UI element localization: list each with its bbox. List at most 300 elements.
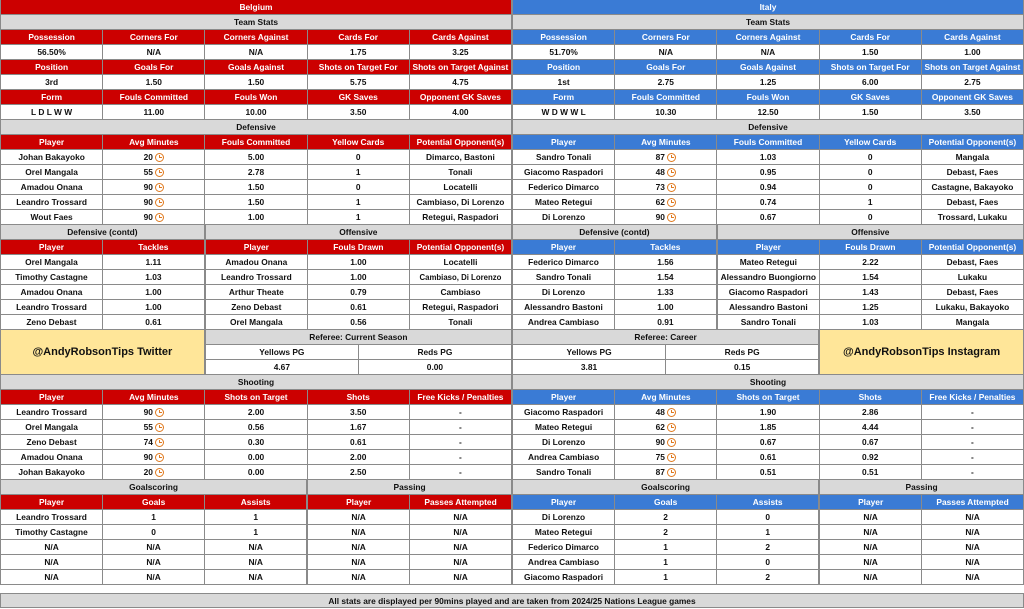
shooting-cell <box>615 465 717 479</box>
twitter-promo: @AndyRobsonTips Twitter <box>0 330 205 375</box>
team-stat-value: 6.00 <box>820 75 922 89</box>
table-row <box>717 270 1024 285</box>
defensive-cell <box>103 210 205 224</box>
team-stat-label: Goals Against <box>205 60 307 74</box>
goalscoring-table <box>512 480 819 585</box>
defensive-cell <box>103 195 205 209</box>
table-row <box>512 405 1024 420</box>
shooting-cell: 0.00 <box>205 465 307 479</box>
goalscoring-cell: 0 <box>717 510 819 524</box>
shooting-cell <box>103 435 205 449</box>
table-row <box>0 420 512 435</box>
avg-minutes-value <box>656 467 676 477</box>
team-stat-value: 10.30 <box>615 105 717 119</box>
defensive-contd-title: Defensive (contd) <box>0 225 205 239</box>
goalscoring-cell: 1 <box>615 540 717 554</box>
stopwatch-icon <box>155 153 164 162</box>
goalscoring-cell: 1 <box>103 510 205 524</box>
stopwatch-icon <box>667 468 676 477</box>
defensive-cell: 5.00 <box>205 150 307 164</box>
offensive-cell: Debast, Faes <box>922 285 1024 299</box>
stopwatch-icon <box>667 198 676 207</box>
team-stat-label: Cards For <box>308 30 410 44</box>
shooting-title: Shooting <box>512 375 1024 389</box>
stopwatch-icon <box>667 408 676 417</box>
team-stats-value-row <box>0 105 512 120</box>
shooting-column-header: Shots on Target <box>717 390 819 404</box>
avg-minutes-value <box>144 167 164 177</box>
avg-minutes-number: 48 <box>655 407 665 417</box>
offensive-column-header: Fouls Drawn <box>820 240 922 254</box>
avg-minutes-number: 87 <box>655 152 665 162</box>
team-stat-value: 1.50 <box>820 105 922 119</box>
avg-minutes-value <box>656 167 676 177</box>
team-stats-header-row <box>0 30 512 45</box>
team-stat-label: Fouls Committed <box>103 90 205 104</box>
defensive-contd-cell: 1.56 <box>615 255 717 269</box>
team-stat-label: Cards For <box>820 30 922 44</box>
passing-column-header: Passes Attempted <box>922 495 1024 509</box>
defensive-column-header: Yellow Cards <box>308 135 410 149</box>
referee-title-row <box>512 330 819 345</box>
goalscoring-cell: N/A <box>0 555 103 569</box>
shooting-cell <box>103 405 205 419</box>
shooting-cell: Johan Bakayoko <box>0 465 103 479</box>
table-row <box>512 570 819 585</box>
stopwatch-icon <box>667 153 676 162</box>
goalscoring-cell: Federico Dimarco <box>512 540 615 554</box>
offensive-cell: 1.00 <box>308 270 410 284</box>
defensive-cell: 1.03 <box>717 150 819 164</box>
referee-title-row <box>205 330 512 345</box>
goalscoring-title: Goalscoring <box>512 480 819 494</box>
shooting-cell <box>103 450 205 464</box>
defensive-column-header: Potential Opponent(s) <box>922 135 1024 149</box>
stopwatch-icon <box>667 183 676 192</box>
table-row <box>512 180 1024 195</box>
team-stats-value-row <box>0 45 512 60</box>
defensive-cell: Locatelli <box>410 180 512 194</box>
table-row <box>819 555 1024 570</box>
shooting-cell: Giacomo Raspadori <box>512 405 615 419</box>
shooting-cell <box>615 420 717 434</box>
table-row <box>0 405 512 420</box>
stopwatch-icon <box>155 438 164 447</box>
offensive-cell: 1.03 <box>820 315 922 329</box>
defensive-contd-cell: Amadou Onana <box>0 285 103 299</box>
shooting-cell: - <box>410 450 512 464</box>
defensive-contd-cell: Orel Mangala <box>0 255 103 269</box>
shooting-cell: 0.51 <box>820 465 922 479</box>
team-stats-header-row <box>512 90 1024 105</box>
shooting-cell: 2.00 <box>308 450 410 464</box>
defensive-contd-title-row <box>0 225 205 240</box>
team-stat-label: Opponent GK Saves <box>922 90 1024 104</box>
table-row <box>0 435 512 450</box>
passing-column-header: Passes Attempted <box>410 495 512 509</box>
defensive-column-header: Yellow Cards <box>820 135 922 149</box>
offensive-cell: Tonali <box>410 315 512 329</box>
table-row <box>0 555 307 570</box>
defensive-cell: 0.94 <box>717 180 819 194</box>
passing-title-row <box>819 480 1024 495</box>
defensive-column-header: Potential Opponent(s) <box>410 135 512 149</box>
table-row <box>512 540 819 555</box>
avg-minutes-value <box>656 422 676 432</box>
defensive-cell <box>615 195 717 209</box>
team-stat-label: GK Saves <box>308 90 410 104</box>
defensive-contd-cell: Andrea Cambiaso <box>512 315 615 329</box>
defensive-contd-title: Defensive (contd) <box>512 225 717 239</box>
goalscoring-column-header: Assists <box>205 495 307 509</box>
team-stats-header-row <box>0 60 512 75</box>
goalscoring-cell: 2 <box>717 540 819 554</box>
goalscoring-column-header: Assists <box>717 495 819 509</box>
referee-value: 0.15 <box>666 360 819 374</box>
table-row <box>307 540 512 555</box>
team-stat-value: 4.75 <box>410 75 512 89</box>
defensive-column-header: Fouls Committed <box>717 135 819 149</box>
shooting-column-header: Avg Minutes <box>103 390 205 404</box>
defensive-cell: 0 <box>820 180 922 194</box>
shooting-cell: Amadou Onana <box>0 450 103 464</box>
shooting-cell: 1.85 <box>717 420 819 434</box>
shooting-cell <box>615 405 717 419</box>
stopwatch-icon <box>155 198 164 207</box>
defensive-cell: 0 <box>308 180 410 194</box>
defensive-contd-cell: 1.33 <box>615 285 717 299</box>
goalscoring-cell: 0 <box>103 525 205 539</box>
defensive-cell: 1 <box>308 165 410 179</box>
stopwatch-icon <box>667 453 676 462</box>
defensive-cell <box>103 180 205 194</box>
footer-note: All stats are displayed per 90mins played and are taken from 2024/25 Nations League games <box>0 593 1024 608</box>
italy-panel <box>512 0 1024 585</box>
passing-cell: N/A <box>410 525 512 539</box>
team-stat-value: 1.50 <box>820 45 922 59</box>
avg-minutes-number: 73 <box>655 182 665 192</box>
shooting-cell: - <box>922 465 1024 479</box>
shooting-column-header: Player <box>512 390 615 404</box>
shooting-header-row <box>0 390 512 405</box>
team-stat-label: Cards Against <box>410 30 512 44</box>
offensive-cell: Cambiaso, Di Lorenzo <box>410 270 512 284</box>
offensive-cell: Alessandro Bastoni <box>717 300 820 314</box>
italy-team-bar <box>512 0 1024 15</box>
passing-cell: N/A <box>307 555 410 569</box>
team-stat-value: 2.75 <box>615 75 717 89</box>
team-stat-value: 1.50 <box>205 75 307 89</box>
goalscoring-column-header: Goals <box>615 495 717 509</box>
goalscoring-cell: Timothy Castagne <box>0 525 103 539</box>
defensive-cell: 1.00 <box>205 210 307 224</box>
shooting-cell: Zeno Debast <box>0 435 103 449</box>
defensive-contd-cell: 1.00 <box>103 285 205 299</box>
offensive-cell: Leandro Trossard <box>205 270 308 284</box>
team-stat-value: 11.00 <box>103 105 205 119</box>
defensive-header-row <box>512 135 1024 150</box>
offensive-header-row <box>205 240 512 255</box>
shooting-column-header: Free Kicks / Penalties <box>922 390 1024 404</box>
table-row <box>0 510 307 525</box>
stopwatch-icon <box>155 468 164 477</box>
instagram-promo: @AndyRobsonTips Instagram <box>819 330 1024 375</box>
defensive-cell: Cambiaso, Di Lorenzo <box>410 195 512 209</box>
defensive-cell: Mangala <box>922 150 1024 164</box>
goalscoring-table <box>0 480 307 585</box>
shooting-cell: 0.92 <box>820 450 922 464</box>
goalscoring-column-header: Goals <box>103 495 205 509</box>
defensive-cell: 1 <box>820 195 922 209</box>
offensive-cell: Cambiaso <box>410 285 512 299</box>
defensive-cell: Mateo Retegui <box>512 195 615 209</box>
table-row <box>0 300 205 315</box>
referee-current-table <box>205 330 512 375</box>
defensive-column-header: Avg Minutes <box>103 135 205 149</box>
passing-title-row <box>307 480 512 495</box>
defensive-cell: 2.78 <box>205 165 307 179</box>
passing-title: Passing <box>819 480 1024 494</box>
avg-minutes-value <box>144 407 164 417</box>
shooting-title-row <box>0 375 512 390</box>
offensive-cell: Mateo Retegui <box>717 255 820 269</box>
goalscoring-cell: Mateo Retegui <box>512 525 615 539</box>
offensive-cell: Sandro Tonali <box>717 315 820 329</box>
referee-value: 0.00 <box>359 360 512 374</box>
avg-minutes-value <box>144 152 164 162</box>
passing-header-row <box>307 495 512 510</box>
defensive-cell: Sandro Tonali <box>512 150 615 164</box>
defensive-contd-cell: 1.00 <box>615 300 717 314</box>
shooting-cell: 0.61 <box>308 435 410 449</box>
defensive-contd-cell: 1.11 <box>103 255 205 269</box>
team-stat-label: Corners Against <box>205 30 307 44</box>
offensive-column-header: Fouls Drawn <box>308 240 410 254</box>
stopwatch-icon <box>155 408 164 417</box>
defensive-title-row <box>0 120 512 135</box>
shooting-cell: 2.50 <box>308 465 410 479</box>
defensive-contd-column-header: Tackles <box>103 240 205 254</box>
avg-minutes-value <box>656 437 676 447</box>
table-row <box>512 555 819 570</box>
table-row <box>0 150 512 165</box>
table-row <box>307 510 512 525</box>
defensive-contd-column-header: Player <box>512 240 615 254</box>
defensive-title: Defensive <box>0 120 512 134</box>
team-stat-label: Fouls Committed <box>615 90 717 104</box>
passing-cell: N/A <box>819 510 922 524</box>
avg-minutes-number: 20 <box>143 152 153 162</box>
goalscoring-cell: Di Lorenzo <box>512 510 615 524</box>
passing-table <box>819 480 1024 585</box>
avg-minutes-number: 90 <box>655 212 665 222</box>
shooting-column-header: Shots on Target <box>205 390 307 404</box>
passing-cell: N/A <box>922 540 1024 554</box>
shooting-cell: Sandro Tonali <box>512 465 615 479</box>
defensive-cell: Dimarco, Bastoni <box>410 150 512 164</box>
defensive-cell: Federico Dimarco <box>512 180 615 194</box>
table-row <box>0 195 512 210</box>
offensive-cell: 1.25 <box>820 300 922 314</box>
defensive-cell: 0.74 <box>717 195 819 209</box>
table-row <box>0 570 307 585</box>
passing-cell: N/A <box>410 510 512 524</box>
passing-cell: N/A <box>819 555 922 569</box>
avg-minutes-value <box>144 212 164 222</box>
referee-column-header: Reds PG <box>359 345 512 359</box>
referee-column-header: Yellows PG <box>512 345 666 359</box>
goalscoring-cell: N/A <box>103 540 205 554</box>
avg-minutes-value <box>144 437 164 447</box>
defensive-cell: Orel Mangala <box>0 165 103 179</box>
goalscoring-cell: 2 <box>615 510 717 524</box>
passing-cell: N/A <box>922 525 1024 539</box>
offensive-title-row <box>717 225 1024 240</box>
goalscoring-column-header: Player <box>512 495 615 509</box>
defensive-contd-cell: Leandro Trossard <box>0 300 103 314</box>
team-stat-value: L D L W W <box>0 105 103 119</box>
avg-minutes-value <box>656 182 676 192</box>
table-row <box>512 150 1024 165</box>
table-row <box>205 270 512 285</box>
defensive-contd-column-header: Player <box>0 240 103 254</box>
referee-column-header: Reds PG <box>666 345 819 359</box>
team-stats-header-row <box>512 30 1024 45</box>
team-stat-label: Position <box>0 60 103 74</box>
shooting-cell: - <box>922 420 1024 434</box>
goalscoring-cell: 1 <box>205 510 307 524</box>
shooting-cell: 0.61 <box>717 450 819 464</box>
team-stats-title-row <box>512 15 1024 30</box>
stopwatch-icon <box>667 423 676 432</box>
defensive-cell: 1.50 <box>205 180 307 194</box>
shooting-cell: Di Lorenzo <box>512 435 615 449</box>
defensive-cell <box>615 165 717 179</box>
defensive-title-row <box>512 120 1024 135</box>
goalscoring-cell: N/A <box>0 540 103 554</box>
defensive-cell: 0 <box>820 150 922 164</box>
table-row <box>205 315 512 330</box>
team-stat-label: Form <box>512 90 615 104</box>
avg-minutes-value <box>656 452 676 462</box>
offensive-cell: Lukaku <box>922 270 1024 284</box>
offensive-cell: Retegui, Raspadori <box>410 300 512 314</box>
table-row <box>512 510 819 525</box>
offensive-title: Offensive <box>717 225 1024 239</box>
goalscoring-cell: N/A <box>205 570 307 584</box>
avg-minutes-value <box>144 452 164 462</box>
team-stat-label: Shots on Target Against <box>922 60 1024 74</box>
referee-value-row <box>512 360 819 375</box>
goalscoring-title-row <box>512 480 819 495</box>
team-stat-value: 3.50 <box>922 105 1024 119</box>
referee-header-row <box>205 345 512 360</box>
stopwatch-icon <box>667 213 676 222</box>
defensive-cell: Giacomo Raspadori <box>512 165 615 179</box>
avg-minutes-number: 62 <box>655 422 665 432</box>
defensive-offensive-split <box>0 225 512 330</box>
offensive-column-header: Potential Opponent(s) <box>410 240 512 254</box>
avg-minutes-number: 55 <box>143 167 153 177</box>
defensive-cell: 0 <box>820 210 922 224</box>
table-row <box>512 165 1024 180</box>
offensive-cell: 0.56 <box>308 315 410 329</box>
goalscoring-cell: 2 <box>717 570 819 584</box>
goalscoring-passing-split <box>0 480 512 585</box>
team-stat-label: Opponent GK Saves <box>410 90 512 104</box>
offensive-header-row <box>717 240 1024 255</box>
team-stat-label: Cards Against <box>922 30 1024 44</box>
avg-minutes-value <box>144 422 164 432</box>
passing-cell: N/A <box>819 525 922 539</box>
shooting-cell <box>103 465 205 479</box>
avg-minutes-number: 90 <box>143 182 153 192</box>
avg-minutes-number: 48 <box>655 167 665 177</box>
shooting-title-row <box>512 375 1024 390</box>
shooting-column-header: Shots <box>820 390 922 404</box>
defensive-contd-cell: 0.61 <box>103 315 205 329</box>
offensive-cell: Orel Mangala <box>205 315 308 329</box>
team-stats-header-row <box>512 60 1024 75</box>
defensive-cell: 1.50 <box>205 195 307 209</box>
goalscoring-cell: 0 <box>717 555 819 569</box>
goalscoring-cell: 2 <box>615 525 717 539</box>
table-row <box>512 525 819 540</box>
team-stat-value: 5.75 <box>308 75 410 89</box>
defensive-cell: Trossard, Lukaku <box>922 210 1024 224</box>
team-stat-label: Shots on Target Against <box>410 60 512 74</box>
defensive-contd-column-header: Tackles <box>615 240 717 254</box>
avg-minutes-number: 90 <box>655 437 665 447</box>
defensive-contd-cell: Zeno Debast <box>0 315 103 329</box>
stopwatch-icon <box>667 438 676 447</box>
offensive-cell: Giacomo Raspadori <box>717 285 820 299</box>
defensive-contd-cell: Alessandro Bastoni <box>512 300 615 314</box>
shooting-cell: - <box>410 435 512 449</box>
goalscoring-cell: N/A <box>0 570 103 584</box>
goalscoring-cell: N/A <box>205 540 307 554</box>
goalscoring-cell: 1 <box>615 555 717 569</box>
passing-header-row <box>819 495 1024 510</box>
table-row <box>512 435 1024 450</box>
offensive-table <box>717 225 1024 330</box>
team-stat-value: 51.70% <box>512 45 615 59</box>
defensive-contd-cell: 1.54 <box>615 270 717 284</box>
passing-table <box>307 480 512 585</box>
goalscoring-column-header: Player <box>0 495 103 509</box>
belgium-panel <box>0 0 512 585</box>
defensive-cell: Wout Faes <box>0 210 103 224</box>
shooting-cell: 0.30 <box>205 435 307 449</box>
table-row <box>512 210 1024 225</box>
team-stat-value: 1.50 <box>103 75 205 89</box>
defensive-cell <box>103 150 205 164</box>
table-row <box>512 195 1024 210</box>
table-row <box>512 420 1024 435</box>
goalscoring-passing-split <box>512 480 1024 585</box>
table-row <box>0 450 512 465</box>
goalscoring-cell: Giacomo Raspadori <box>512 570 615 584</box>
promo-referee-row <box>512 330 1024 375</box>
stopwatch-icon <box>155 453 164 462</box>
passing-column-header: Player <box>819 495 922 509</box>
table-row <box>0 315 205 330</box>
offensive-cell: 1.43 <box>820 285 922 299</box>
shooting-cell: 0.51 <box>717 465 819 479</box>
shooting-column-header: Avg Minutes <box>615 390 717 404</box>
referee-career-table <box>512 330 819 375</box>
promo-referee-row <box>0 330 512 375</box>
